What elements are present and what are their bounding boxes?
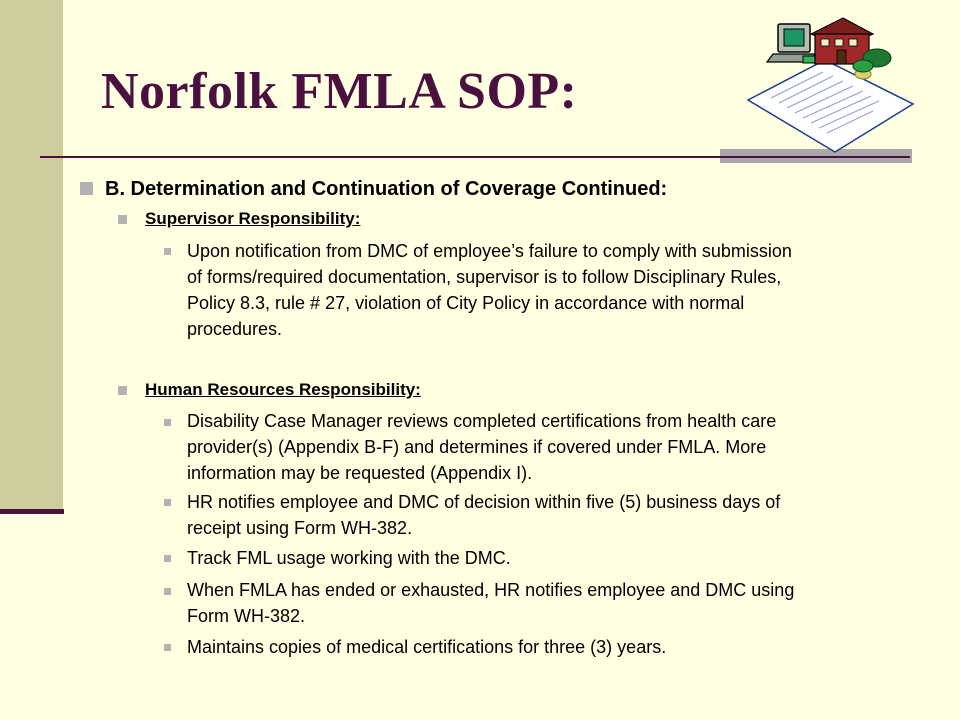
bullet-level3	[164, 644, 171, 651]
supervisor-item-line: Upon notification from DMC of employee’s failure to comply with submission	[187, 241, 792, 261]
hr-item-line: information may be requested (Appendix I).	[187, 463, 533, 483]
group-heading-supervisor: Supervisor Responsibility:	[145, 209, 361, 228]
hr-item-line: Form WH-382.	[187, 606, 306, 626]
house-icon	[811, 18, 891, 72]
supervisor-item-line: procedures.	[187, 319, 283, 339]
bullet-level3	[164, 499, 171, 506]
bullet-level3	[164, 588, 171, 595]
bullet-level3	[164, 248, 171, 255]
left-bar-accent	[0, 509, 64, 514]
hr-item-line: When FMLA has ended or exhausted, HR notifies employee and DMC using	[187, 580, 795, 600]
bullet-level2	[118, 386, 127, 395]
group-heading-hr: Human Resources Responsibility:	[145, 380, 421, 399]
bullet-level3	[164, 555, 171, 562]
supervisor-item-line: Policy 8.3, rule # 27, violation of City Policy in accordance with normal	[187, 293, 745, 313]
clipart-illustration	[745, 12, 915, 154]
hr-item-line: Track FML usage working with the DMC.	[187, 548, 511, 568]
left-decorative-bar	[0, 0, 63, 512]
document-icon	[748, 60, 913, 152]
hr-item-line: Maintains copies of medical certifications for three (3) years.	[187, 637, 667, 657]
hr-item-line: Disability Case Manager reviews completed certifications from health care	[187, 411, 777, 431]
bullet-level1	[80, 182, 93, 195]
hr-item-line: HR notifies employee and DMC of decision within five (5) business days of	[187, 492, 781, 512]
section-heading: B. Determination and Continuation of Coverage Continued:	[105, 178, 668, 200]
title-rule	[40, 156, 910, 158]
computer-icon	[767, 24, 815, 63]
hr-item-line: receipt using Form WH-382.	[187, 518, 413, 538]
bullet-level3	[164, 419, 171, 426]
slide-title: Norfolk FMLA SOP:	[101, 63, 578, 120]
supervisor-item-line: of forms/required documentation, supervisor is to follow Disciplinary Rules,	[187, 267, 782, 287]
bullet-level2	[118, 215, 127, 224]
hr-item-line: provider(s) (Appendix B-F) and determines if covered under FMLA. More	[187, 437, 767, 457]
